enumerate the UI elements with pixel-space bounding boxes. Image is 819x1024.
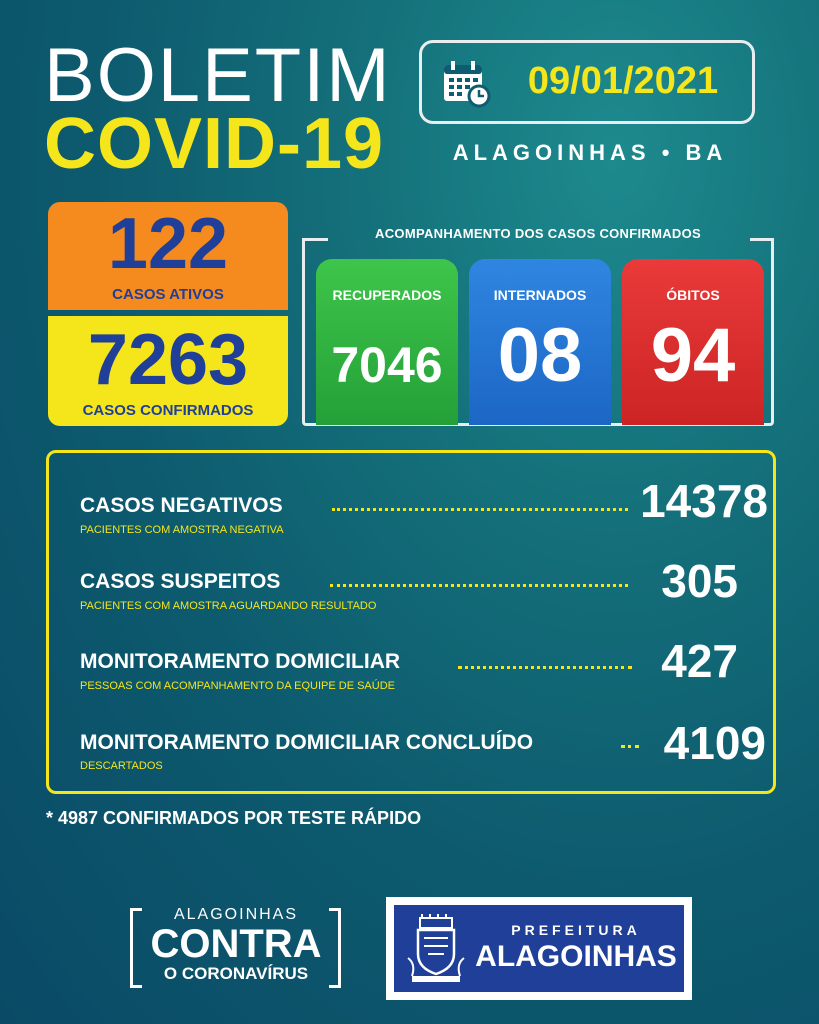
suspect-title: CASOS SUSPEITOS	[80, 570, 281, 593]
suspect-leader	[330, 584, 628, 587]
home-monitor-value: 427	[661, 635, 738, 687]
prefeitura-bottom-text: ALAGOINHAS	[475, 940, 677, 973]
confirmed-cases-label: CASOS CONFIRMADOS	[82, 402, 254, 419]
home-monitor-title: MONITORAMENTO DOMICILIAR	[80, 650, 401, 673]
home-done-value: 4109	[663, 717, 766, 769]
negative-leader	[332, 508, 628, 511]
hospitalized-label: INTERNADOS	[493, 287, 587, 303]
home-monitor-subtitle: PESSOAS COM ACOMPANHAMENTO DA EQUIPE DE SAÚDE	[80, 680, 395, 692]
tracking-title: ACOMPANHAMENTO DOS CASOS CONFIRMADOS	[375, 226, 701, 241]
negative-subtitle: PACIENTES COM AMOSTRA NEGATIVA	[80, 524, 284, 536]
confirmed-cases-value: 7263	[87, 320, 249, 400]
bulletin-date: 09/01/2021	[527, 60, 719, 102]
title-line-1: BOLETIM	[44, 33, 392, 118]
active-cases-value: 122	[107, 204, 229, 284]
recovered-value: 7046	[331, 337, 443, 393]
suspect-subtitle: PACIENTES COM AMOSTRA AGUARDANDO RESULTADO	[80, 600, 377, 612]
recovered-label: RECUPERADOS	[332, 287, 442, 303]
home-done-title: MONITORAMENTO DOMICILIAR CONCLUÍDO	[80, 731, 534, 754]
campaign-bottom-text: O CORONAVÍRUS	[163, 964, 309, 983]
deaths-label: ÓBITOS	[666, 287, 720, 303]
campaign-main-text: CONTRA	[150, 922, 322, 966]
calendar-icon	[441, 58, 491, 108]
campaign-top-text: ALAGOINHAS	[173, 906, 299, 923]
city-label: ALAGOINHAS • BA	[452, 140, 728, 165]
hospitalized-value: 08	[497, 313, 583, 398]
title-line-2: COVID-19	[44, 104, 385, 184]
negative-value: 14378	[640, 475, 768, 527]
negative-title: CASOS NEGATIVOS	[80, 494, 283, 517]
prefeitura-top-text: PREFEITURA	[511, 922, 641, 938]
active-cases-label: CASOS ATIVOS	[112, 286, 224, 303]
city-crest-icon	[406, 914, 466, 984]
suspect-value: 305	[661, 555, 738, 607]
rapid-test-note: * 4987 CONFIRMADOS POR TESTE RÁPIDO	[46, 808, 422, 828]
home-done-subtitle: DESCARTADOS	[80, 760, 163, 772]
deaths-value: 94	[650, 313, 736, 398]
